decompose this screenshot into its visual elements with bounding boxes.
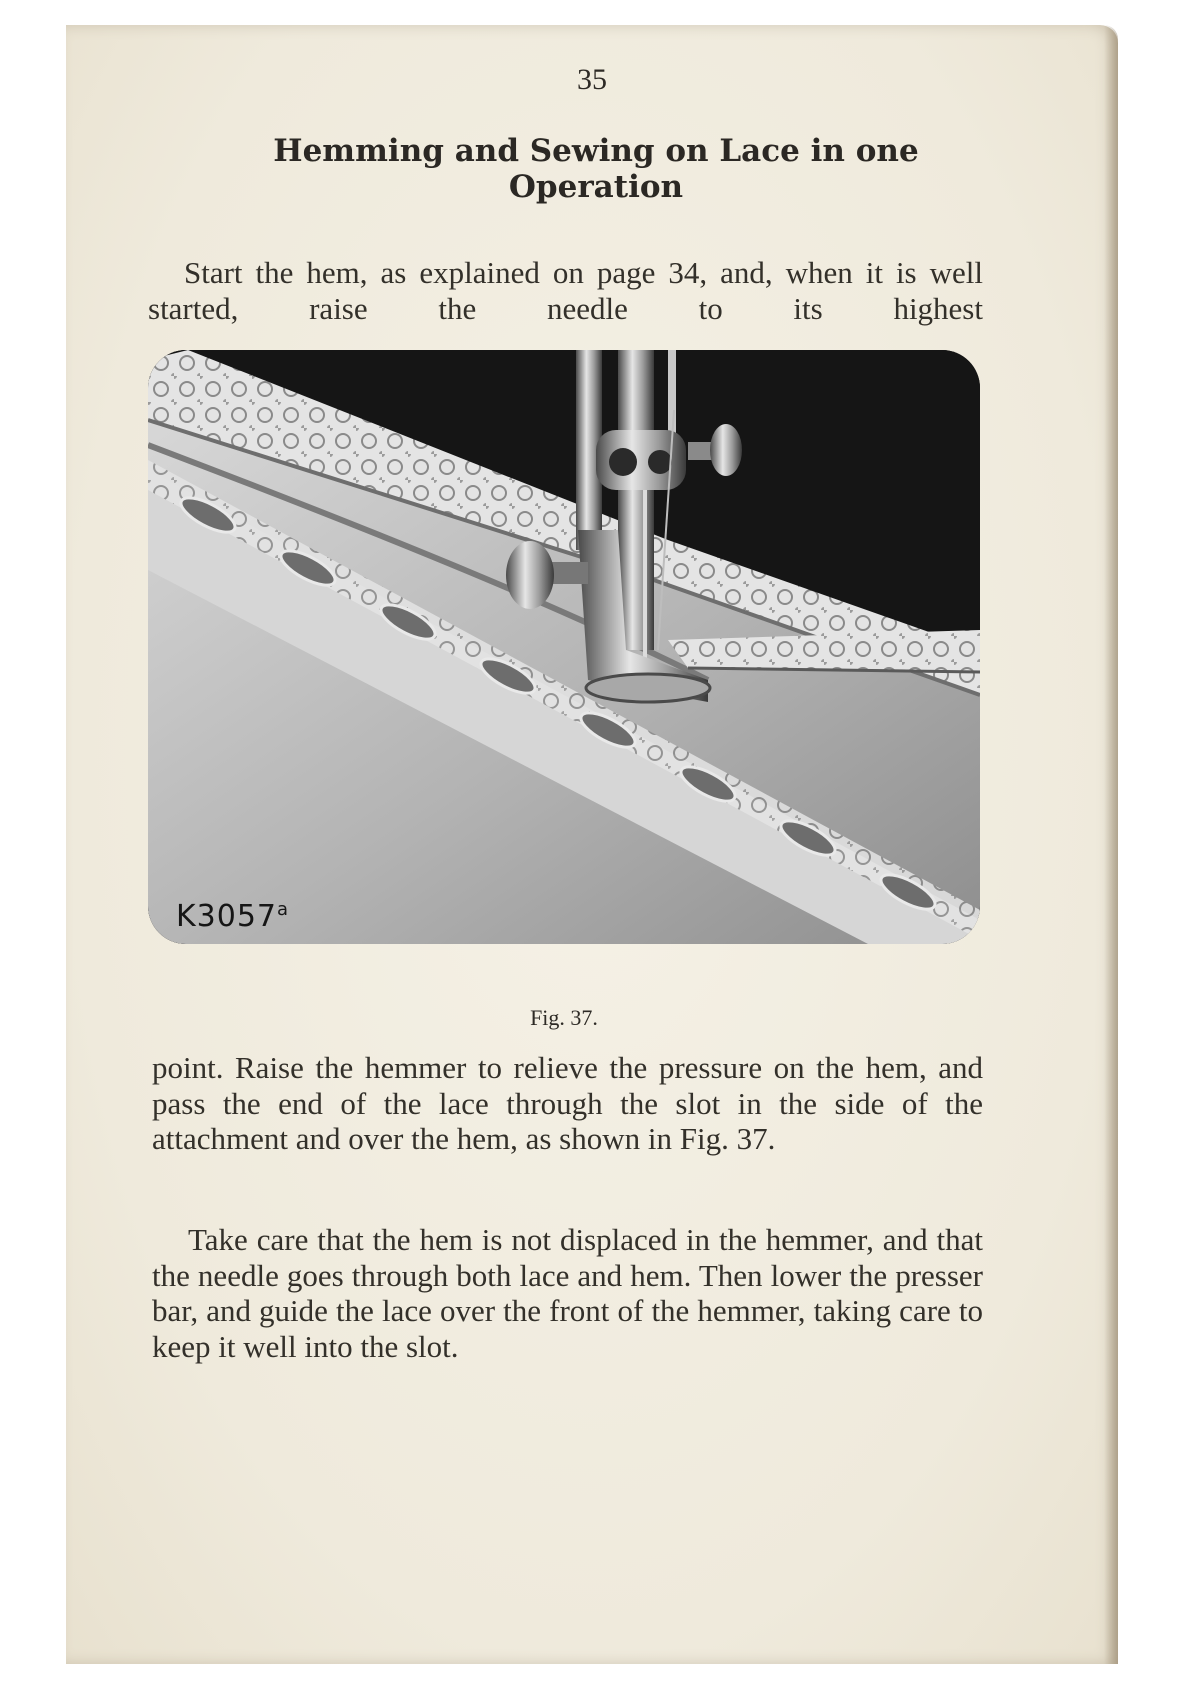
- paragraph-continuation: point. Raise the hemmer to relieve the pressure on the hem, and pass the end of the lace through the slot in the side of the attachment and over the hem, as shown in Fig. 37.: [152, 1050, 983, 1156]
- page-title: Hemming and Sewing on Lace in one Operation: [273, 133, 919, 205]
- sewing-machine-photo: [148, 350, 980, 944]
- book-page: [66, 25, 1118, 1664]
- paragraph-closing: Take care that the hem is not displaced in the hemmer, and that the needle goes through both lace and hem. Then lower the presser bar, and guide the lace over the front of the hemmer, taking care to keep it well into the slot.: [152, 1222, 983, 1364]
- page-number: 35: [577, 63, 607, 96]
- figure-37: [148, 350, 980, 1030]
- figure-caption: Fig. 37.: [530, 1005, 598, 1030]
- plate-code: K3057$^a$: [176, 899, 290, 934]
- paragraph-intro: Start the hem, as explained on page 34, and, when it is well started, raise the needle to its highest: [148, 255, 983, 326]
- plate-code-suffix: a: [277, 899, 290, 920]
